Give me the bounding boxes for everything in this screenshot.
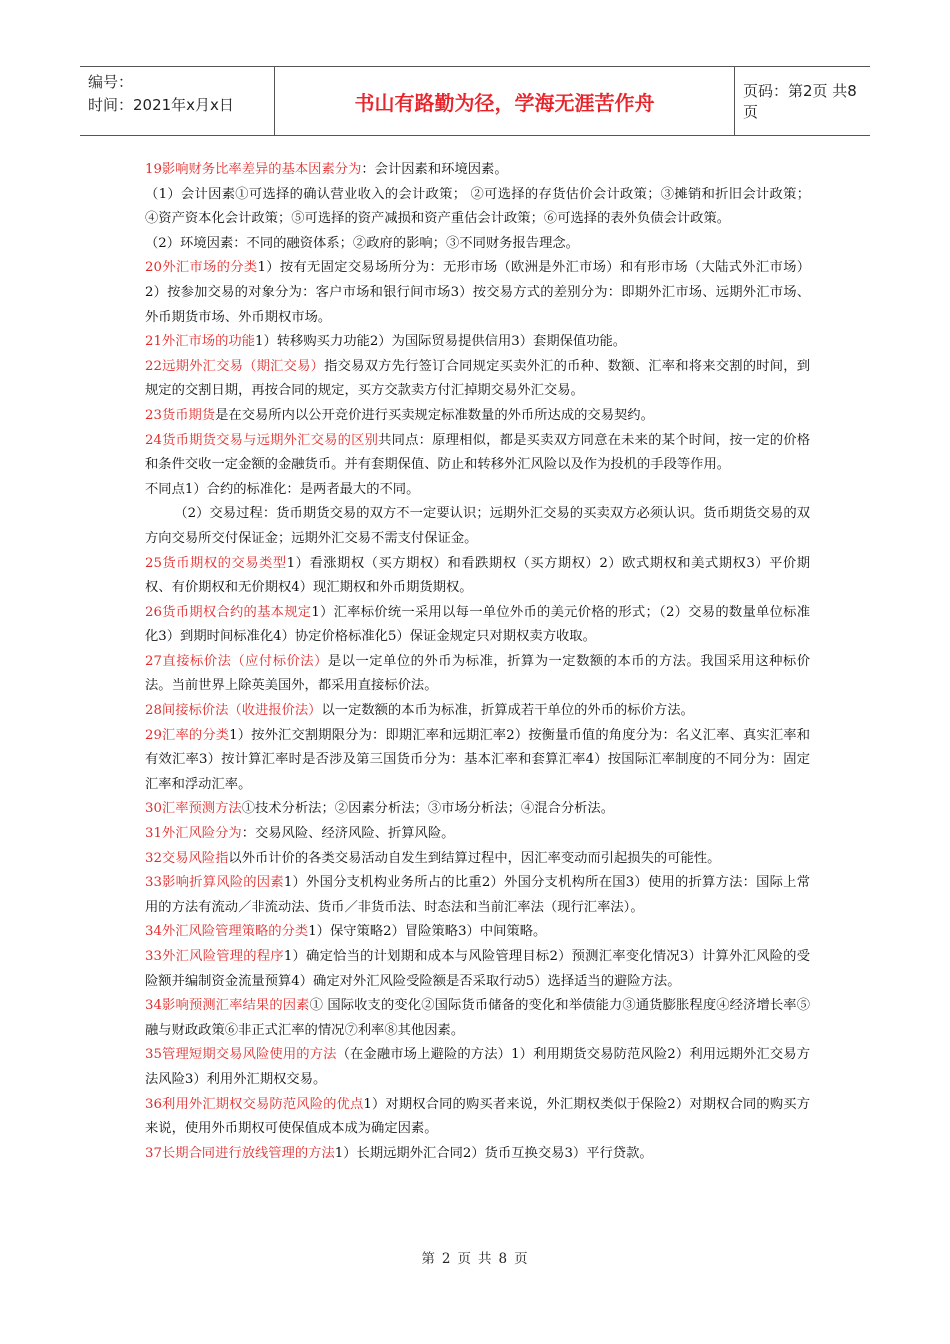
paragraph-text: 1）保守策略2）冒险策略3）中间策略。: [308, 924, 547, 940]
footer-ye-2: 页: [514, 1251, 529, 1267]
paragraph-text: 1）按有无固定交易场所分为：无形市场（欧洲是外汇市场）和有形市场（大陆式外汇市场）2）按参加交易的对象分为：客户市场和银行间市场3）按交易方式的差别分为：即期外汇市场、远期外汇市场、外币期货市场、外币期权市场。: [145, 260, 811, 325]
paragraph-text: （1）会计因素①可选择的确认营业收入的会计政策； ②可选择的存货估价会计政策；③摊销和折旧会计政策； ④资产资本化会计政策；⑤可选择的资产减损和资产重估会计政策；⑥可选择的表外负债会计政策。: [145, 186, 810, 227]
paragraph: [145, 478, 810, 503]
paragraph-heading: 37长期合同进行放线管理的方法: [145, 1145, 335, 1161]
paragraph-text: 以一定数额的本币为标准，折算成若干单位的外币的标价方法。: [321, 703, 694, 719]
page-header: [80, 66, 870, 136]
paragraph: [145, 355, 810, 404]
paragraph: [145, 330, 810, 355]
paragraph-text: 1）汇率标价统一采用以每一单位外币的美元价格的形式；（2）交易的数量单位标准化3）到期时间标准化4）协定价格标准化5）保证金规定只对期权卖方收取。: [145, 604, 810, 645]
document-time-label: 时间：2021年x月x日: [88, 96, 234, 114]
paragraph-text: 不同点1）合约的标准化：是两者最大的不同。: [145, 481, 420, 497]
footer-total-pages: 8: [498, 1251, 509, 1267]
paragraph-text: 1）长期远期外汇合同2）货币互换交易3）平行贷款。: [334, 1145, 653, 1161]
paragraph: [145, 1043, 810, 1092]
paragraph-text: 是以一定单位的外币为标准，折算为一定数额的本币的方法。我国采用这种标价法。当前世界上除英美国外，都采用直接标价法。: [145, 653, 811, 694]
paragraph-text: 共同点：原理相似，都是买卖双方同意在未来的某个时间，按一定的价格和条件交收一定金额的金融货币。并有套期保值、防止和转移外汇风险以及作为投机的手段等作用。: [145, 432, 811, 473]
paragraph-heading: 24货币期货交易与远期外汇交易的区别: [145, 432, 379, 448]
paragraph-heading: 33外汇风险管理的程序: [145, 949, 284, 964]
paragraph-text: 1）对期权合同的购买者来说，外汇期权类似于保险2）对期权合同的购买方来说，使用外币期权可使保值成本成为确定因素。: [145, 1096, 811, 1137]
paragraph-heading: 33影响折算风险的因素: [145, 875, 284, 891]
paragraph-text: ①技术分析法；②因素分析法；③市场分析法；④混合分析法。: [241, 801, 615, 817]
paragraph: [145, 601, 810, 650]
paragraph-heading: 31外汇风险分为: [145, 826, 242, 842]
paragraph: [145, 1093, 810, 1142]
paragraph: [145, 1142, 810, 1167]
paragraph-heading: 19影响财务比率差异的基本因素分为: [145, 162, 362, 177]
document-number-label: 编号：: [88, 73, 134, 91]
paragraph-heading: 27直接标价法（应付标价法）: [145, 653, 328, 669]
paragraph: [145, 920, 810, 945]
paragraph: [145, 724, 810, 798]
paragraph-heading: 36利用外汇期权交易防范风险的优点: [145, 1096, 364, 1112]
paragraph-heading: 21外汇市场的功能: [145, 334, 255, 350]
paragraph-heading: 30汇率预测方法: [145, 801, 242, 817]
paragraph-heading: 34外汇风险管理策略的分类: [145, 924, 309, 940]
paragraph-text: 1）确定恰当的计划期和成本与风险管理目标2）预测汇率变化情况3）计算外汇风险的受险额并编制资金流量预算4）确定对外汇风险受险额是否采取行动5）选择适当的避险方法。: [145, 949, 810, 989]
paragraph-text: ：交易风险、经济风险、折算风险。: [241, 826, 455, 842]
paragraph-text: 以外币计价的各类交易活动自发生到结算过程中，因汇率变动而引起损失的可能性。: [228, 850, 721, 866]
paragraph-text: 指交易双方先行签订合同规定买卖外汇的币种、数额、汇率和将来交割的时间，到规定的交割日期，再按合同的规定，买方交款卖方付汇掉期交易外汇交易。: [145, 358, 811, 399]
paragraph-heading: 29汇率的分类: [145, 727, 230, 743]
paragraph-heading: 28间接标价法（收进报价法）: [145, 703, 322, 719]
page-footer: [0, 1247, 950, 1267]
paragraph: [145, 797, 810, 822]
header-motto: 书山有路勤为径，学海无涯苦作舟: [275, 67, 735, 135]
paragraph: [145, 847, 810, 872]
paragraph: [145, 871, 810, 920]
paragraph-text: 1）看涨期权（买方期权）和看跌期权（买方期权）2）欧式期权和美式期权3）平价期权、有价期权和无价期权4）现汇期权和外币期货期权。: [145, 555, 810, 596]
paragraph: [145, 994, 810, 1043]
paragraph-text: 1）转移购买力功能2）为国际贸易提供信用3）套期保值功能。: [255, 334, 627, 350]
paragraph-text: （在金融市场上避险的方法）1）利用期货交易防范风险2）利用远期外汇交易方法风险3）利用外汇期权交易。: [145, 1047, 811, 1087]
paragraph-text: （2）环境因素：不同的融资体系；②政府的影响；③不同财务报告理念。: [145, 235, 579, 251]
paragraph-heading: 20外汇市场的分类: [145, 260, 258, 276]
paragraph: [145, 552, 810, 601]
paragraph-text: ① 国际收支的变化②国际货币储备的变化和举债能力③通货膨胀程度④经济增长率⑤ 融与财政政策⑥非正式汇率的情况⑦利率⑧其他因素。: [145, 998, 810, 1038]
paragraph-text: 是在交易所内以公开竞价进行买卖规定标准数量的外币所达成的交易契约。: [215, 407, 654, 423]
paragraph-heading: 25货币期权的交易类型: [145, 555, 287, 571]
paragraph: [145, 822, 810, 847]
document-body: [145, 158, 810, 1166]
footer-page-number: 2: [441, 1251, 452, 1267]
paragraph-heading: 23货币期货: [145, 407, 216, 423]
paragraph-heading: 32交易风险指: [145, 850, 229, 866]
paragraph: [145, 232, 810, 257]
header-meta: [80, 67, 275, 135]
header-page-indicator: 页码：第2页 共8页: [743, 82, 857, 121]
paragraph: [145, 429, 810, 478]
paragraph: [145, 650, 810, 699]
paragraph: [145, 699, 810, 724]
paragraph-text: ：会计因素和环境因素。: [361, 162, 508, 177]
paragraph-heading: 26货币期权合约的基本规定: [145, 604, 312, 620]
paragraph: [145, 945, 810, 994]
paragraph: [145, 183, 810, 232]
paragraph: [145, 158, 810, 183]
paragraph: [145, 404, 810, 429]
paragraph: [145, 502, 810, 551]
paragraph-heading: 35管理短期交易风险使用的方法: [145, 1047, 337, 1063]
paragraph-text: 1）按外汇交割期限分为：即期汇率和远期汇率2）按衡量币值的角度分为：名义汇率、真实汇率和有效汇率3）按计算汇率时是否涉及第三国货币分为：基本汇率和套算汇率4）按国际汇率制度的不同分为：固定汇率和浮动汇率。: [145, 727, 811, 792]
footer-ye: 页: [457, 1251, 472, 1267]
paragraph-text: （2）交易过程：货币期货交易的双方不一定要认识；远期外汇交易的买卖双方必须认识。货币期货交易的双方向交易所交付保证金；远期外汇交易不需支付保证金。: [145, 506, 810, 546]
footer-di: 第: [421, 1251, 436, 1267]
footer-gong: 共: [478, 1251, 493, 1267]
paragraph-heading: 34影响预测汇率结果的因素: [145, 998, 310, 1014]
paragraph-text: 1）外国分支机构业务所占的比重2）外国分支机构所在国3）使用的折算方法：国际上常用的方法有流动／非流动法、货币／非货币法、时态法和当前汇率法（现行汇率法）。: [145, 875, 810, 915]
paragraph: [145, 256, 810, 330]
paragraph-heading: 22远期外汇交易（期汇交易）: [145, 358, 325, 374]
